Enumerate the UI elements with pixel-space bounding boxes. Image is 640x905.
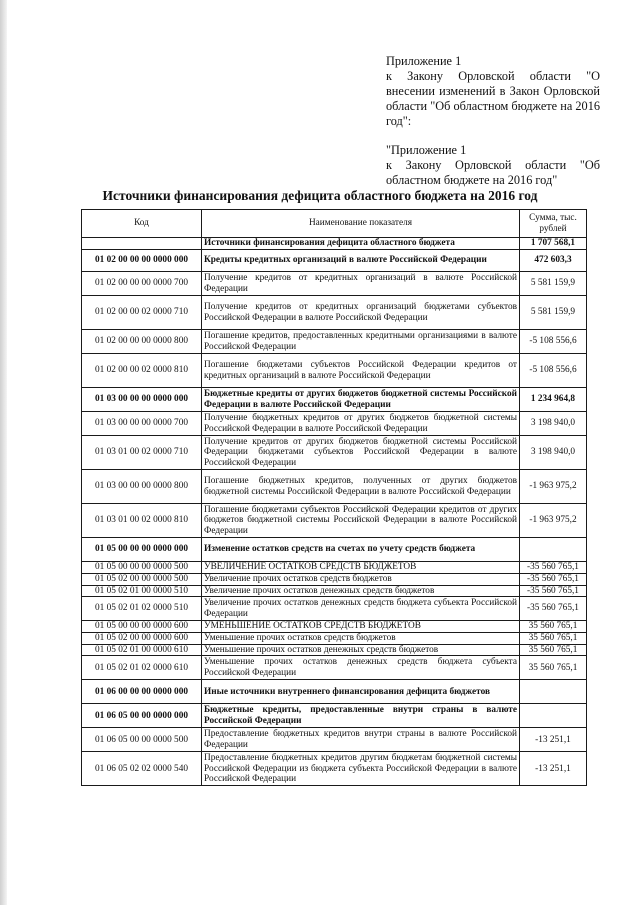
- row-code: 01 02 00 00 00 0000 800: [82, 330, 202, 354]
- row-sum: 3 198 940,0: [520, 436, 587, 470]
- header-sum: Сумма, тыс. рублей: [520, 210, 587, 238]
- table-row: [82, 250, 587, 272]
- table-row: [82, 412, 587, 436]
- row-sum: -35 560 765,1: [520, 585, 587, 597]
- row-code: 01 05 00 00 00 0000 000: [82, 538, 202, 562]
- row-code: 01 02 00 00 02 0000 810: [82, 354, 202, 388]
- row-sum: -35 560 765,1: [520, 597, 587, 621]
- row-sum: 1 234 964,8: [520, 388, 587, 412]
- table-body: [82, 238, 587, 786]
- row-sum: 35 560 765,1: [520, 656, 587, 680]
- table-row: [82, 238, 587, 250]
- row-name: Получение кредитов от других бюджетов бюджетной системы Российской Федерации бюджетами субъектов Российской Федерации в валюте Российской Федерации: [202, 436, 520, 470]
- row-sum: 472 603,3: [520, 250, 587, 272]
- row-sum: [520, 680, 587, 704]
- row-code: 01 03 00 00 00 0000 000: [82, 388, 202, 412]
- row-sum: -1 963 975,2: [520, 504, 587, 538]
- financing-table: [81, 209, 587, 786]
- row-sum: -35 560 765,1: [520, 574, 587, 586]
- table-row: [82, 704, 587, 728]
- row-code: 01 06 05 00 00 0000 000: [82, 704, 202, 728]
- row-sum: 5 581 159,9: [520, 272, 587, 296]
- document-title: Источники финансирования дефицита областного бюджета на 2016 год: [102, 188, 538, 203]
- row-code: 01 03 00 00 00 0000 800: [82, 470, 202, 504]
- row-code: 01 05 02 01 00 0000 510: [82, 585, 202, 597]
- row-sum: -35 560 765,1: [520, 562, 587, 574]
- row-name: Получение бюджетных кредитов от других бюджетов бюджетной системы Российской Федерации в валюте Российской Федерации: [202, 412, 520, 436]
- row-code: [82, 238, 202, 250]
- table-row: [82, 644, 587, 656]
- row-name: Бюджетные кредиты от других бюджетов бюджетной системы Российской Федерации в валюте Российской Федерации: [202, 388, 520, 412]
- row-sum: [520, 704, 587, 728]
- row-code: 01 05 02 01 00 0000 610: [82, 644, 202, 656]
- row-name: Уменьшение прочих остатков средств бюджетов: [202, 633, 520, 645]
- appendix-line-3: "Приложение 1: [386, 143, 467, 157]
- row-code: 01 05 02 01 02 0000 510: [82, 597, 202, 621]
- row-name: УВЕЛИЧЕНИЕ ОСТАТКОВ СРЕДСТВ БЮДЖЕТОВ: [202, 562, 520, 574]
- table-row: [82, 296, 587, 330]
- row-code: 01 03 01 00 02 0000 810: [82, 504, 202, 538]
- row-sum: 1 707 568,1: [520, 238, 587, 250]
- row-sum: 3 198 940,0: [520, 412, 587, 436]
- row-code: 01 06 00 00 00 0000 000: [82, 680, 202, 704]
- row-name: Получение кредитов от кредитных организаций бюджетами субъектов Российской Федерации в валюте Российской Федерации: [202, 296, 520, 330]
- table-row: [82, 621, 587, 633]
- row-code: 01 03 00 00 00 0000 700: [82, 412, 202, 436]
- table-header-row: [82, 210, 587, 238]
- row-name: Бюджетные кредиты, предоставленные внутри страны в валюте Российской Федерации: [202, 704, 520, 728]
- row-sum: -5 108 556,6: [520, 354, 587, 388]
- row-sum: 35 560 765,1: [520, 644, 587, 656]
- row-code: 01 03 01 00 02 0000 710: [82, 436, 202, 470]
- header-code: Код: [82, 210, 202, 238]
- row-name: Уменьшение прочих остатков денежных средств бюджета субъекта Российской Федерации: [202, 656, 520, 680]
- row-code: 01 05 00 00 00 0000 500: [82, 562, 202, 574]
- row-name: Погашение бюджетами субъектов Российской Федерации кредитов от кредитных организаций в валюте Российской Федерации: [202, 354, 520, 388]
- row-code: 01 02 00 00 00 0000 700: [82, 272, 202, 296]
- row-code: 01 06 05 00 00 0000 500: [82, 728, 202, 752]
- row-name: Иные источники внутреннего финансирования дефицита бюджетов: [202, 680, 520, 704]
- scan-edge: [0, 0, 7, 905]
- appendix-header: [386, 54, 600, 188]
- row-code: 01 05 00 00 00 0000 600: [82, 621, 202, 633]
- row-code: 01 05 02 00 00 0000 600: [82, 633, 202, 645]
- header-name: Наименование показателя: [202, 210, 520, 238]
- table-row: [82, 680, 587, 704]
- appendix-line-2: к Закону Орловской области "О внесении изменений в Закон Орловской области "Об областном бюджете на 2016 год":: [386, 69, 600, 128]
- row-name: Увеличение прочих остатков средств бюджетов: [202, 574, 520, 586]
- row-name: УМЕНЬШЕНИЕ ОСТАТКОВ СРЕДСТВ БЮДЖЕТОВ: [202, 621, 520, 633]
- table-row: [82, 633, 587, 645]
- row-name: Источники финансирования дефицита областного бюджета: [202, 238, 520, 250]
- row-sum: 35 560 765,1: [520, 633, 587, 645]
- table-row: [82, 538, 587, 562]
- row-name: Предоставление бюджетных кредитов другим бюджетам бюджетной системы Российской Федерации из бюджета субъекта Российской Федерации в валюте Российской Федерации: [202, 752, 520, 786]
- row-name: Погашение кредитов, предоставленных кредитными организациями в валюте Российской Федерации: [202, 330, 520, 354]
- row-name: Уменьшение прочих остатков денежных средств бюджетов: [202, 644, 520, 656]
- row-name: Погашение бюджетных кредитов, полученных от других бюджетов бюджетной системы Российской Федерации в валюте Российской Федерации: [202, 470, 520, 504]
- table-row: [82, 330, 587, 354]
- row-name: Увеличение прочих остатков денежных средств бюджетов: [202, 585, 520, 597]
- row-sum: -1 963 975,2: [520, 470, 587, 504]
- table-row: [82, 728, 587, 752]
- row-code: 01 02 00 00 00 0000 000: [82, 250, 202, 272]
- row-name: Получение кредитов от кредитных организаций в валюте Российской Федерации: [202, 272, 520, 296]
- table-row: [82, 388, 587, 412]
- row-name: Кредиты кредитных организаций в валюте Российской Федерации: [202, 250, 520, 272]
- row-name: Увеличение прочих остатков денежных средств бюджета субъекта Российской Федерации: [202, 597, 520, 621]
- table-row: [82, 585, 587, 597]
- row-code: 01 05 02 00 00 0000 500: [82, 574, 202, 586]
- row-sum: -13 251,1: [520, 752, 587, 786]
- table-row: [82, 562, 587, 574]
- row-name: Погашение бюджетами субъектов Российской Федерации кредитов от других бюджетов бюджетной системы Российской Федерации в валюте Российской Федерации: [202, 504, 520, 538]
- table-row: [82, 436, 587, 470]
- row-code: 01 02 00 00 02 0000 710: [82, 296, 202, 330]
- appendix-line-4: к Закону Орловской области "Об областном бюджете на 2016 год": [386, 158, 600, 187]
- table-row: [82, 504, 587, 538]
- table-row: [82, 470, 587, 504]
- row-name: Изменение остатков средств на счетах по учету средств бюджета: [202, 538, 520, 562]
- row-code: 01 05 02 01 02 0000 610: [82, 656, 202, 680]
- row-sum: [520, 538, 587, 562]
- row-sum: 35 560 765,1: [520, 621, 587, 633]
- row-name: Предоставление бюджетных кредитов внутри страны в валюте Российской Федерации: [202, 728, 520, 752]
- row-sum: -5 108 556,6: [520, 330, 587, 354]
- row-sum: -13 251,1: [520, 728, 587, 752]
- table-row: [82, 656, 587, 680]
- row-sum: 5 581 159,9: [520, 296, 587, 330]
- appendix-line-1: Приложение 1: [386, 54, 462, 68]
- row-code: 01 06 05 02 02 0000 540: [82, 752, 202, 786]
- table-row: [82, 354, 587, 388]
- table-row: [82, 272, 587, 296]
- table-row: [82, 597, 587, 621]
- table-row: [82, 752, 587, 786]
- table-row: [82, 574, 587, 586]
